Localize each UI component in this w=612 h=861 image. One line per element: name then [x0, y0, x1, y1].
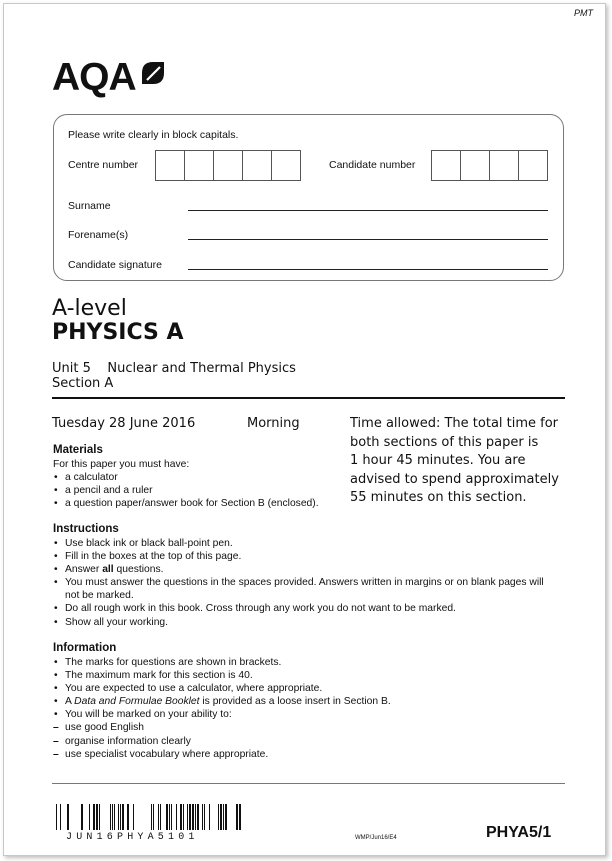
barcode-bar	[202, 804, 203, 830]
unit-name: Unit 5 Nuclear and Thermal Physics	[52, 361, 296, 376]
barcode-bar	[220, 804, 222, 830]
subject-title: PHYSICS A	[52, 320, 184, 345]
list-item: – organise information clearly	[53, 735, 553, 748]
forenames-field[interactable]	[188, 239, 548, 240]
exam-session: Morning	[247, 416, 300, 431]
barcode-bar	[225, 804, 227, 830]
list-item: • The marks for questions are shown in brackets.	[53, 656, 553, 669]
marking-criteria-list	[53, 721, 553, 760]
information-section	[53, 656, 553, 761]
surname-label: Surname	[68, 200, 111, 212]
instruction-answer-all: Answer all questions.	[65, 564, 164, 576]
forenames-label: Forename(s)	[68, 229, 129, 241]
time-allowed-line: advised to spend approximately	[350, 471, 559, 487]
information-heading: Information	[53, 642, 117, 654]
list-item: • a pencil and a ruler	[53, 484, 319, 497]
barcode-bar	[114, 804, 115, 830]
list-item: • Fill in the boxes at the top of this page.	[53, 550, 553, 563]
footer-divider	[52, 783, 565, 784]
barcode-text: JUN16PHYA5101	[66, 832, 199, 843]
materials-section	[53, 458, 319, 510]
barcode-bar	[236, 804, 238, 830]
barcode-bar	[218, 804, 219, 830]
candidate-number-digit[interactable]	[518, 150, 548, 181]
barcode-bar	[60, 804, 61, 830]
instructions-section	[53, 537, 553, 629]
header-divider	[52, 397, 565, 399]
list-item: • You are expected to use a calculator, where appropriate.	[53, 682, 553, 695]
barcode-bar	[89, 804, 90, 830]
list-item: • You will be marked on your ability to:	[53, 708, 553, 721]
signature-field[interactable]	[188, 269, 548, 270]
candidate-details-box	[53, 114, 564, 281]
centre-number-boxes[interactable]	[156, 150, 301, 181]
barcode-bar	[112, 804, 113, 830]
exam-date: Tuesday 28 June 2016	[52, 416, 196, 431]
paper-code: PHYA5/1	[486, 824, 552, 841]
candidate-number-digit[interactable]	[460, 150, 490, 181]
barcode-bar	[223, 804, 224, 830]
barcode-bar	[166, 804, 168, 830]
centre-number-digit[interactable]	[155, 150, 185, 181]
time-allowed	[350, 415, 565, 508]
barcode-bar	[183, 804, 184, 830]
barcode-bar	[171, 804, 172, 830]
time-allowed-line: 55 minutes on this section.	[350, 490, 527, 505]
signature-label: Candidate signature	[68, 259, 162, 271]
barcode-bar	[187, 804, 188, 830]
corner-mark: PMT	[574, 8, 593, 18]
list-item: • a calculator	[53, 471, 319, 484]
exam-cover-page	[3, 3, 606, 856]
barcode	[52, 804, 242, 835]
barcode-bar	[151, 804, 152, 830]
barcode-bar	[209, 804, 210, 830]
barcode-bar	[118, 804, 119, 830]
barcode-bar	[93, 804, 95, 830]
barcode-bar	[110, 804, 111, 830]
list-item: • Do all rough work in this book. Cross through any work you do not want to be marked.	[53, 602, 553, 615]
barcode-bar	[204, 804, 205, 830]
centre-number-digit[interactable]	[271, 150, 301, 181]
logo-text: AQA	[52, 56, 136, 99]
list-item	[53, 563, 553, 576]
materials-list	[53, 471, 319, 510]
barcode-bar	[176, 804, 177, 830]
candidate-number-digit[interactable]	[489, 150, 519, 181]
barcode-bar	[180, 804, 182, 830]
list-item: • A Data and Formulae Booklet is provided as a loose insert in Section B.	[53, 695, 553, 708]
document-reference: WMP/Jun16/E4	[355, 835, 397, 841]
information-list	[53, 656, 553, 721]
list-item: • The maximum mark for this section is 40.	[53, 669, 553, 682]
barcode-bar	[127, 804, 129, 830]
candidate-number-label: Candidate number	[329, 159, 416, 171]
barcode-bar	[122, 804, 124, 830]
barcode-bar	[120, 804, 121, 830]
barcode-bar	[195, 804, 196, 830]
barcode-bar	[67, 804, 69, 830]
candidate-number-digit[interactable]	[431, 150, 461, 181]
materials-intro: For this paper you must have:	[53, 459, 190, 470]
block-capitals-instruction: Please write clearly in block capitals.	[68, 129, 239, 141]
section-name: Section A	[52, 376, 114, 391]
barcode-bar	[81, 804, 83, 830]
barcode-bar	[169, 804, 170, 830]
list-item: – use specialist vocabulary where appropriate.	[53, 748, 553, 761]
candidate-number-boxes[interactable]	[432, 150, 548, 181]
barcode-bar	[189, 804, 191, 830]
barcode-bar	[158, 804, 159, 830]
centre-number-label: Centre number	[68, 159, 139, 171]
time-allowed-line: both sections of this paper is	[350, 434, 539, 450]
time-allowed-line: Time allowed: The total time for	[350, 416, 559, 431]
time-allowed-line: 1 hour 45 minutes. You are	[350, 453, 526, 468]
list-item: • Show all your working.	[53, 616, 553, 629]
barcode-bar	[99, 804, 100, 830]
barcode-graphic	[52, 804, 242, 830]
aqa-logo	[52, 56, 167, 100]
barcode-bar	[197, 804, 199, 830]
barcode-bar	[160, 804, 161, 830]
barcode-bar	[153, 804, 154, 830]
centre-number-digit[interactable]	[213, 150, 243, 181]
aqa-leaf-icon	[139, 59, 167, 87]
list-item: • a question paper/answer book for Section B (enclosed).	[53, 497, 319, 510]
barcode-bar	[96, 804, 98, 830]
centre-number-digit[interactable]	[242, 150, 272, 181]
materials-heading: Materials	[53, 444, 103, 456]
barcode-bar	[192, 804, 194, 830]
list-item: • Use black ink or black ball-point pen.	[53, 537, 553, 550]
centre-number-digit[interactable]	[184, 150, 214, 181]
unit-title	[52, 361, 296, 391]
list-item: • You must answer the questions in the spaces provided. Answers written in margins or on blank pages will not be marked.	[53, 576, 553, 602]
instructions-list	[53, 537, 553, 629]
instructions-heading: Instructions	[53, 523, 119, 535]
list-item: – use good English	[53, 721, 553, 734]
barcode-bar	[56, 804, 57, 830]
barcode-bar	[133, 804, 134, 830]
qualification-level: A-level	[52, 296, 127, 321]
barcode-bar	[239, 804, 241, 830]
surname-field[interactable]	[188, 210, 548, 211]
